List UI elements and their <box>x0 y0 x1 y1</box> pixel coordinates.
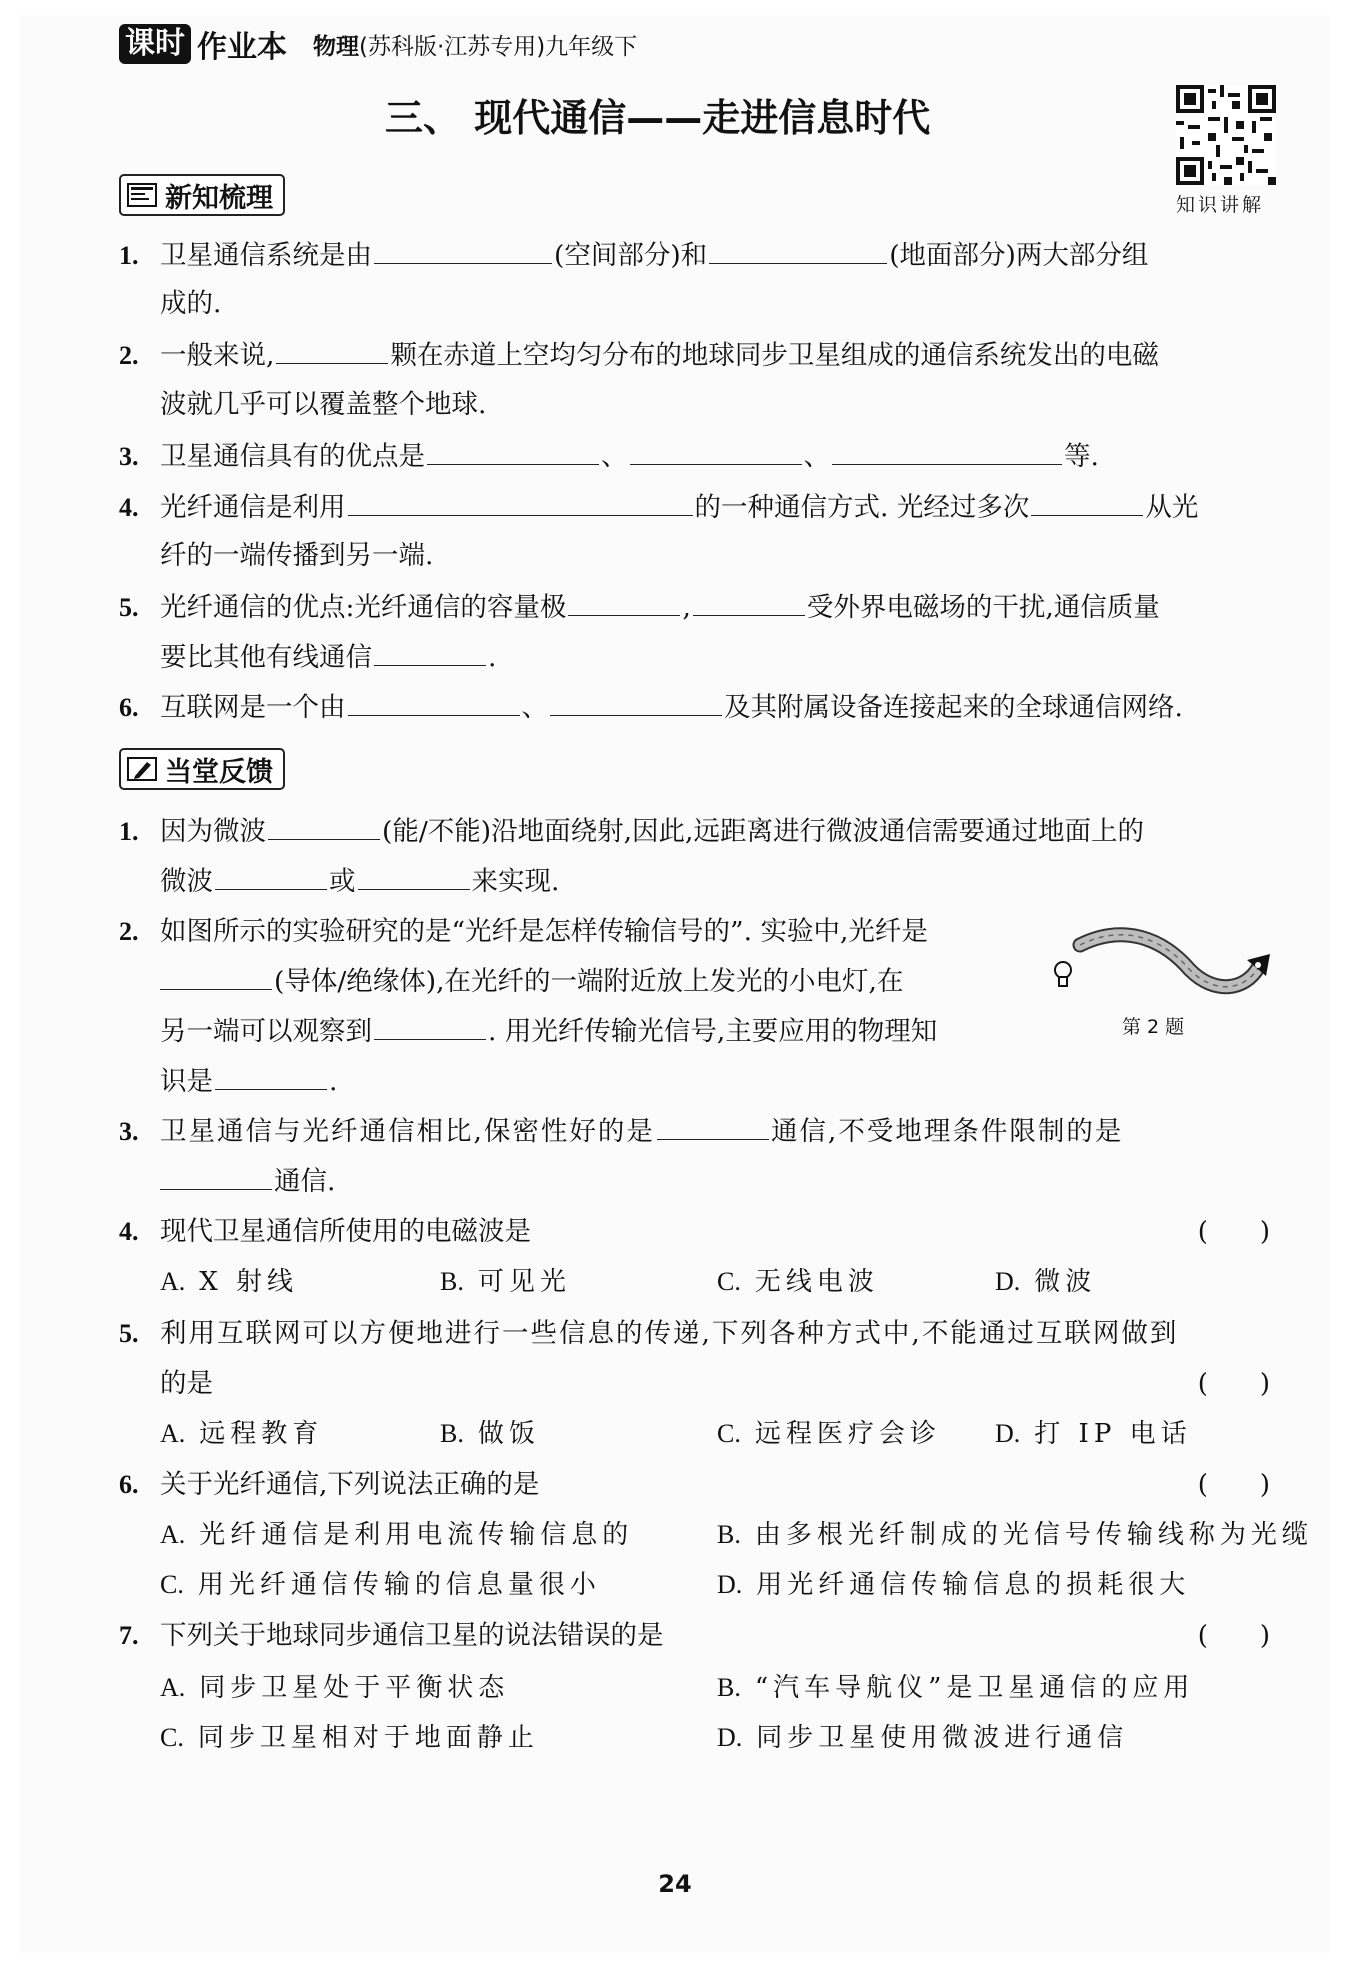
fill-question <box>160 964 903 1000</box>
option-c[interactable]: C. 远程医疗会诊 <box>717 1419 941 1449</box>
answer-blank[interactable] <box>215 864 327 890</box>
option-b[interactable]: B. 做饭 <box>440 1419 540 1449</box>
answer-blank[interactable] <box>832 439 1062 465</box>
question-stem: 关于光纤通信,下列说法正确的是 <box>160 1469 540 1500</box>
option-d[interactable]: D. 同步卫星使用微波进行通信 <box>717 1723 1129 1753</box>
question-stem: 现代卫星通信所使用的电磁波是 <box>160 1216 531 1247</box>
question-text: 卫星通信与光纤通信相比,保密性好的是 <box>160 1116 655 1147</box>
pencil-note-icon <box>127 756 157 782</box>
answer-blank[interactable] <box>1031 490 1143 516</box>
option-a[interactable]: A. 远程教育 <box>160 1419 324 1449</box>
question-text: 光纤通信是利用 <box>160 492 346 523</box>
logo-text: 作业本 <box>197 30 287 65</box>
question-text: 的一种通信方式. 光经过多次 <box>694 492 1030 523</box>
section-feedback <box>119 748 285 790</box>
question-text: 等. <box>1064 441 1099 472</box>
question-text: 卫星通信系统是由 <box>160 240 372 271</box>
question-text: 互联网是一个由 <box>160 692 346 723</box>
book-icon <box>127 182 157 208</box>
fill-question <box>160 1164 335 1200</box>
question-text: 从光 <box>1145 492 1199 523</box>
answer-blank[interactable] <box>374 1014 486 1040</box>
question-number: 3. <box>119 442 139 471</box>
answer-blank[interactable] <box>568 590 680 616</box>
logo-box: 课时 <box>119 24 191 64</box>
fill-question <box>160 590 1160 626</box>
question-stem: 的是 <box>160 1368 213 1399</box>
page-title: 三、 现代通信——走进信息时代 <box>385 96 931 140</box>
question-text: . 用光纤传输光信号,主要应用的物理知 <box>488 1016 938 1047</box>
question-text: 波就几乎可以覆盖整个地球. <box>160 389 487 420</box>
answer-blank[interactable] <box>358 864 470 890</box>
question-text: 如图所示的实验研究的是“光纤是怎样传输信号的”. 实验中,光纤是 <box>160 916 928 947</box>
option-c[interactable]: C. 用光纤通信传输的信息量很小 <box>160 1570 601 1600</box>
question-text: 另一端可以观察到 <box>160 1016 372 1047</box>
fill-question <box>160 238 1148 274</box>
question-text: , <box>682 592 691 623</box>
question-text: 、 <box>803 441 830 472</box>
answer-blank[interactable] <box>160 964 272 990</box>
question-text: 成的. <box>160 288 222 319</box>
subject: 物理 <box>313 33 359 60</box>
question-number: 6. <box>119 693 139 722</box>
answer-blank[interactable] <box>427 439 599 465</box>
question-text: 光纤通信的优点:光纤通信的容量极 <box>160 592 567 623</box>
question-text: 、 <box>521 692 548 723</box>
answer-blank[interactable] <box>657 1114 769 1140</box>
option-c[interactable]: C. 无线电波 <box>717 1267 879 1297</box>
answer-blank[interactable] <box>693 590 805 616</box>
fill-question <box>160 1114 1123 1150</box>
header <box>119 22 637 66</box>
qr-caption: 知识讲解 <box>1176 194 1265 216</box>
option-d[interactable]: D. 打 IP 电话 <box>995 1419 1192 1449</box>
option-a[interactable]: A. 光纤通信是利用电流传输信息的 <box>160 1520 634 1550</box>
page-number: 24 <box>658 1870 692 1898</box>
question-text: 受外界电磁场的干扰,通信质量 <box>806 592 1160 623</box>
question-number: 4. <box>119 493 139 522</box>
fill-question <box>160 814 1144 850</box>
section-title: 当堂反馈 <box>165 756 273 788</box>
answer-blank[interactable] <box>374 238 552 264</box>
option-d[interactable]: D. 微波 <box>995 1267 1097 1297</box>
answer-parentheses[interactable]: ( ) <box>1197 1217 1270 1247</box>
fill-question <box>160 640 496 676</box>
fill-question <box>160 338 1159 374</box>
question-number: 1. <box>119 817 139 846</box>
question-text: (空间部分)和 <box>554 240 708 271</box>
edition: (苏科版·江苏专用)九年级下 <box>359 33 638 60</box>
figure-caption: 第 2 题 <box>1122 1016 1185 1038</box>
question-text: 通信. <box>274 1166 336 1197</box>
question-text: (导体/绝缘体),在光纤的一端附近放上发光的小电灯,在 <box>274 966 904 997</box>
question-text: 颗在赤道上空均匀分布的地球同步卫星组成的通信系统发出的电磁 <box>390 340 1159 371</box>
qr-code[interactable] <box>1176 85 1276 185</box>
question-text: . <box>488 642 497 673</box>
optical-fiber-figure <box>1040 920 1275 1010</box>
fill-question <box>160 1064 337 1100</box>
answer-blank[interactable] <box>160 1164 272 1190</box>
option-d[interactable]: D. 用光纤通信传输信息的损耗很大 <box>717 1570 1191 1600</box>
option-b[interactable]: B. “汽车导航仪”是卫星通信的应用 <box>717 1673 1195 1703</box>
option-a[interactable]: A. 同步卫星处于平衡状态 <box>160 1673 510 1703</box>
question-text: 及其附属设备连接起来的全球通信网络. <box>724 692 1183 723</box>
answer-blank[interactable] <box>276 338 388 364</box>
answer-blank[interactable] <box>374 640 486 666</box>
question-text: (地面部分)两大部分组 <box>889 240 1149 271</box>
option-b[interactable]: B. 可见光 <box>440 1267 571 1297</box>
question-text: . <box>329 1066 338 1097</box>
answer-blank[interactable] <box>630 439 802 465</box>
question-text: 一般来说, <box>160 340 275 371</box>
option-a[interactable]: A. X 射线 <box>160 1267 299 1297</box>
question-text: 通信,不受地理条件限制的是 <box>770 1116 1124 1147</box>
option-b[interactable]: B. 由多根光纤制成的光信号传输线称为光缆 <box>717 1520 1313 1550</box>
question-text: 要比其他有线通信 <box>160 642 372 673</box>
answer-blank[interactable] <box>215 1064 327 1090</box>
question-number: 5. <box>119 1319 139 1348</box>
answer-parentheses[interactable]: ( ) <box>1197 1369 1270 1399</box>
question-stem: 利用互联网可以方便地进行一些信息的传递,下列各种方式中,不能通过互联网做到 <box>160 1318 1179 1349</box>
question-number: 1. <box>119 241 139 270</box>
answer-blank[interactable] <box>709 238 887 264</box>
answer-parentheses[interactable]: ( ) <box>1197 1621 1270 1651</box>
answer-blank[interactable] <box>348 690 520 716</box>
question-text: 或 <box>329 866 356 897</box>
section-new-knowledge <box>119 174 285 216</box>
question-number: 7. <box>119 1621 139 1650</box>
question-stem: 下列关于地球同步通信卫星的说法错误的是 <box>160 1620 664 1651</box>
fill-question <box>160 490 1198 526</box>
question-number: 6. <box>119 1470 139 1499</box>
question-number: 3. <box>119 1117 139 1146</box>
question-number: 5. <box>119 593 139 622</box>
section-title: 新知梳理 <box>165 182 273 214</box>
question-text: 、 <box>601 441 628 472</box>
fill-question <box>160 864 559 900</box>
option-c[interactable]: C. 同步卫星相对于地面静止 <box>160 1723 539 1753</box>
question-text: 识是 <box>160 1066 213 1097</box>
answer-parentheses[interactable]: ( ) <box>1197 1470 1270 1500</box>
question-number: 2. <box>119 917 139 946</box>
fill-question <box>160 1014 937 1050</box>
question-text: 因为微波 <box>160 816 266 847</box>
answer-blank[interactable] <box>348 490 693 516</box>
question-text: 卫星通信具有的优点是 <box>160 441 425 472</box>
question-number: 2. <box>119 341 139 370</box>
question-text: (能/不能)沿地面绕射,因此,远距离进行微波通信需要通过地面上的 <box>382 816 1144 847</box>
fill-question <box>160 439 1099 475</box>
answer-blank[interactable] <box>550 690 722 716</box>
question-text: 微波 <box>160 866 213 897</box>
question-number: 4. <box>119 1217 139 1246</box>
answer-blank[interactable] <box>268 814 380 840</box>
question-text: 来实现. <box>471 866 560 897</box>
question-text: 纤的一端传播到另一端. <box>160 540 434 571</box>
fill-question <box>160 690 1183 726</box>
